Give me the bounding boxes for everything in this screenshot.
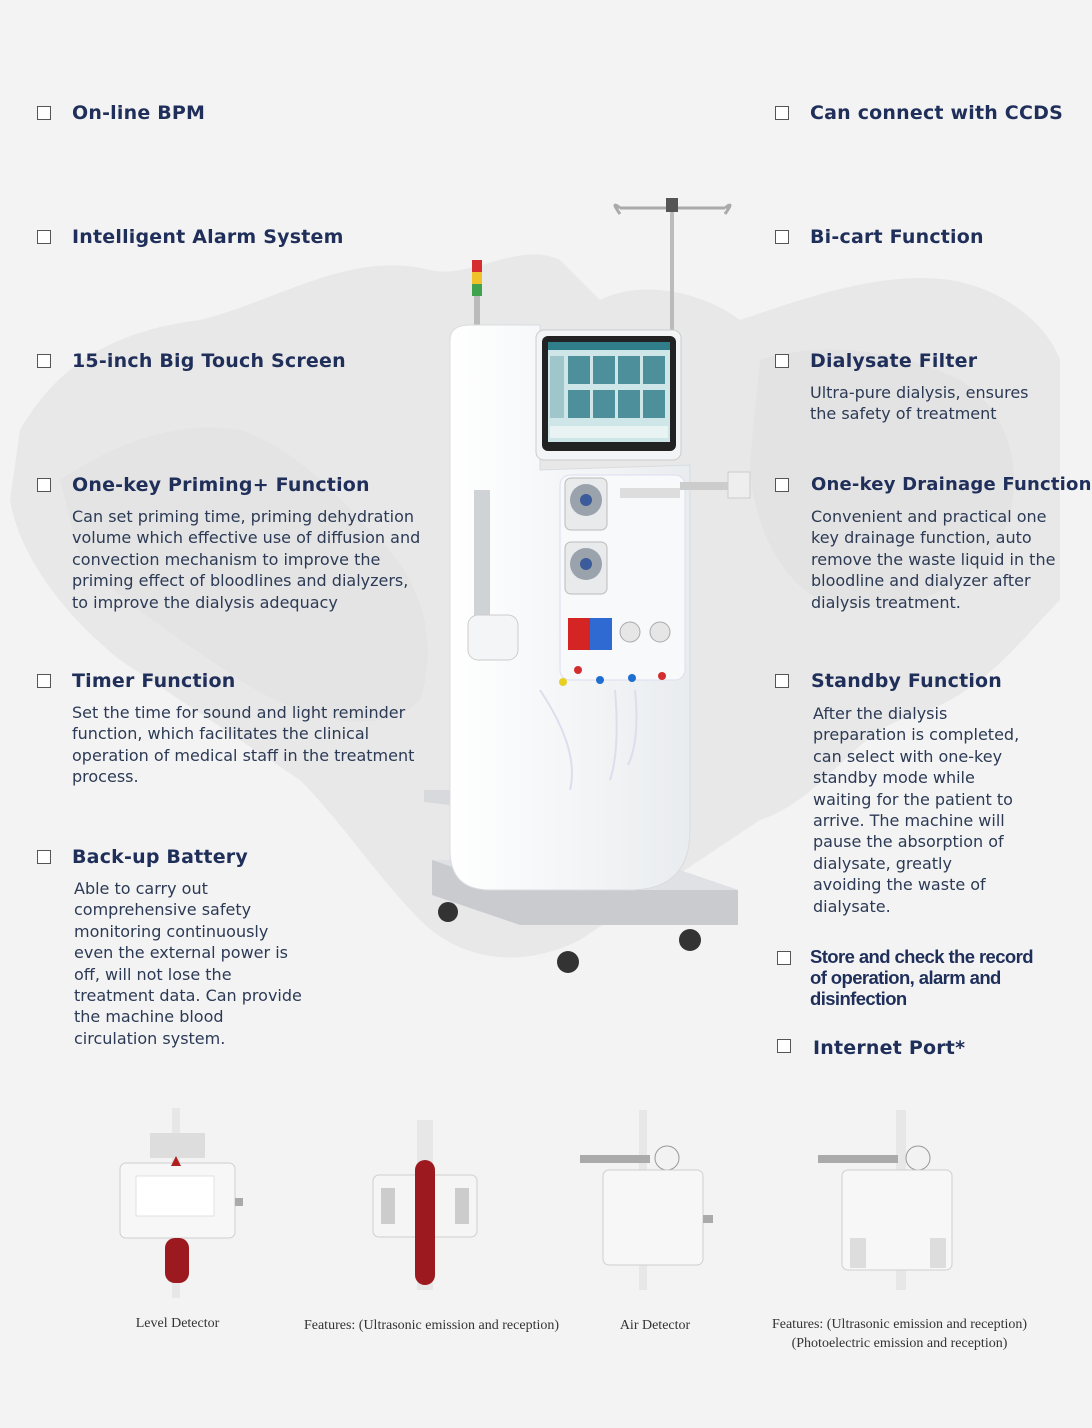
feature-description: Set the time for sound and light reminder function, which facilitates the clinical operation of medical staff in the treatment process. (72, 703, 415, 787)
checkbox-icon[interactable] (777, 1039, 791, 1053)
feature-title: Intelligent Alarm System (72, 226, 344, 248)
features-caption: Features: (Ultrasonic emission and reception) (771, 1317, 1028, 1332)
feature-description: Ultra-pure dialysis, ensures the safety of treatment (810, 383, 1029, 424)
feature-title: Can connect with CCDS (810, 102, 1063, 124)
feature-title: Back-up Battery (72, 846, 248, 868)
level-detector-image (110, 1108, 245, 1298)
checkbox-icon[interactable] (37, 354, 51, 368)
feature-title: Dialysate Filter (810, 350, 978, 372)
checkbox-icon[interactable] (37, 106, 51, 120)
air-detector-caption: Air Detector (619, 1318, 691, 1333)
air-detector-image (810, 1110, 970, 1290)
dialysis-machine-image (410, 190, 760, 990)
feature-title: Bi-cart Function (810, 226, 984, 248)
checkbox-icon[interactable] (777, 951, 791, 965)
feature-title: One-key Drainage Function (811, 474, 1092, 495)
feature-title: On-line BPM (72, 102, 206, 124)
feature-description: Able to carry out comprehensive safety monitoring continuously even the external power is off, will not lose the treatment data. Can provide the machine blood circulation system. (74, 879, 302, 1048)
checkbox-icon[interactable] (775, 354, 789, 368)
feature-description: Can set priming time, priming dehydration volume which effective use of diffusion and convection mechanism to improve the priming effect of bloodlines and dialyzers, to improve the dialysis adequacy (72, 507, 421, 612)
checkbox-icon[interactable] (775, 674, 789, 688)
feature-title: 15-inch Big Touch Screen (72, 350, 346, 372)
feature-description: After the dialysis preparation is completed, can select with one-key standby mode while waiting for the patient to arrive. The machine will pause the absorption of dialysate, greatly avoiding the waste of dialysate. (813, 704, 1020, 916)
feature-title: Internet Port* (813, 1037, 966, 1059)
feature-title: Store and check the record of operation, alarm and disinfection (810, 946, 1033, 1009)
checkbox-icon[interactable] (37, 850, 51, 864)
features-caption-secondary: (Photoelectric emission and reception) (791, 1336, 1008, 1351)
level-detector-image (365, 1120, 485, 1290)
feature-title: Standby Function (811, 670, 1003, 692)
feature-description: Convenient and practical one key drainage function, auto remove the waste liquid in the bloodline and dialyzer after dialysis treatment. (811, 507, 1056, 612)
feature-title: One-key Priming+ Function (72, 474, 370, 496)
checkbox-icon[interactable] (37, 230, 51, 244)
checkbox-icon[interactable] (37, 674, 51, 688)
feature-title: Timer Function (72, 670, 236, 692)
checkbox-icon[interactable] (775, 230, 789, 244)
level-detector-caption: Level Detector (135, 1316, 220, 1331)
checkbox-icon[interactable] (775, 106, 789, 120)
checkbox-icon[interactable] (775, 478, 789, 492)
checkbox-icon[interactable] (37, 478, 51, 492)
features-caption: Features: (Ultrasonic emission and reception) (303, 1318, 560, 1333)
air-detector-image (575, 1110, 715, 1290)
